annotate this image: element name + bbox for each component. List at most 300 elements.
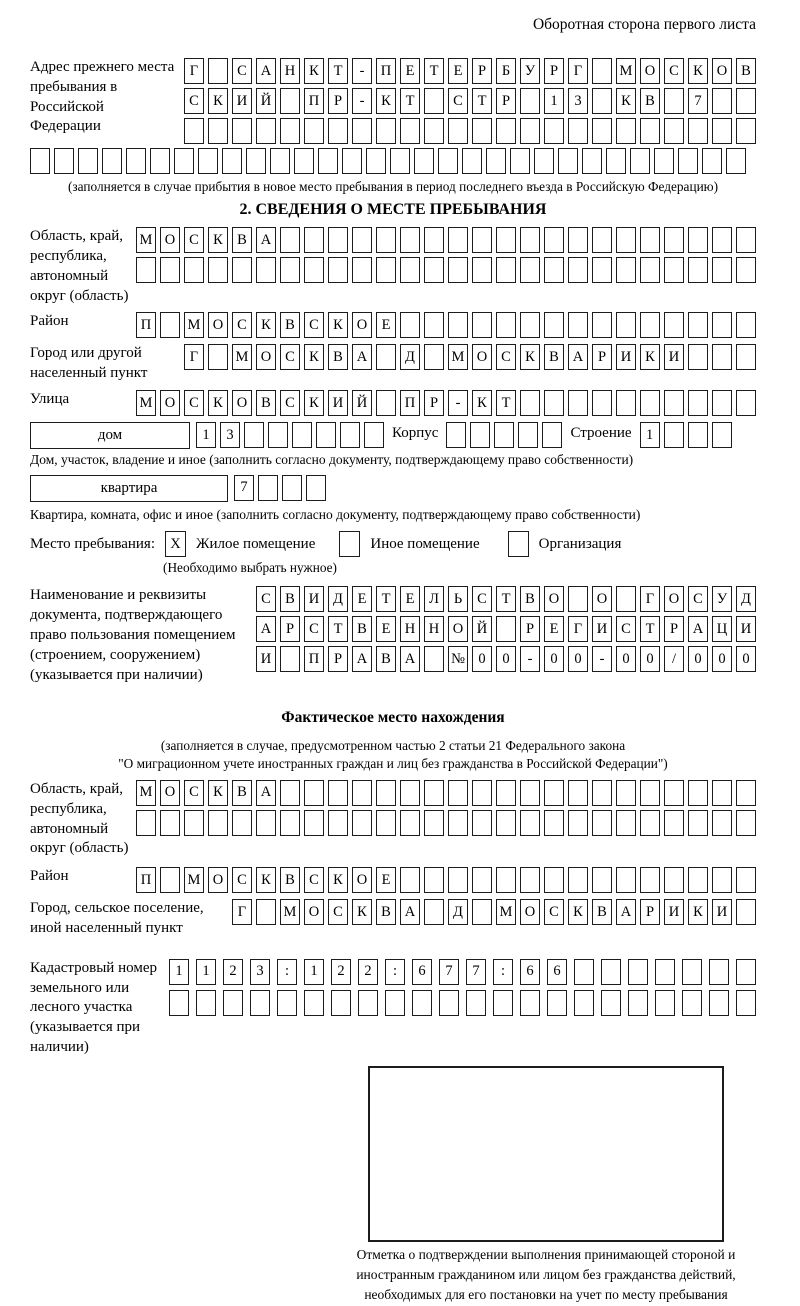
char-cell[interactable]: Г — [640, 586, 660, 612]
char-cell[interactable] — [616, 227, 636, 253]
char-cell[interactable] — [544, 257, 564, 283]
char-cell[interactable]: А — [352, 344, 372, 370]
char-cell[interactable] — [688, 422, 708, 448]
char-cell[interactable] — [390, 148, 410, 174]
char-cell[interactable]: О — [520, 899, 540, 925]
char-cell[interactable] — [616, 118, 636, 144]
char-cell[interactable] — [496, 257, 516, 283]
char-cell[interactable]: Г — [568, 58, 588, 84]
char-cell[interactable] — [688, 227, 708, 253]
char-cell[interactable] — [534, 148, 554, 174]
char-cell[interactable] — [472, 899, 492, 925]
char-cell[interactable]: С — [232, 867, 252, 893]
char-cell[interactable] — [688, 390, 708, 416]
char-cell[interactable]: С — [256, 586, 276, 612]
char-cell[interactable]: К — [688, 58, 708, 84]
char-cell[interactable]: Й — [256, 88, 276, 114]
char-cell[interactable]: 0 — [544, 646, 564, 672]
char-cell[interactable] — [328, 257, 348, 283]
char-cell[interactable] — [736, 899, 756, 925]
char-cell[interactable] — [160, 257, 180, 283]
char-cell[interactable] — [376, 390, 396, 416]
char-cell[interactable]: 2 — [331, 959, 351, 985]
char-cell[interactable]: 0 — [712, 646, 732, 672]
char-cell[interactable] — [520, 990, 540, 1016]
char-cell[interactable] — [544, 227, 564, 253]
char-cell[interactable]: Е — [400, 586, 420, 612]
char-cell[interactable] — [712, 118, 732, 144]
char-cell[interactable] — [256, 257, 276, 283]
char-cell[interactable] — [736, 344, 756, 370]
char-cell[interactable] — [208, 118, 228, 144]
char-cell[interactable] — [448, 810, 468, 836]
char-cell[interactable] — [208, 257, 228, 283]
char-cell[interactable] — [568, 586, 588, 612]
char-cell[interactable]: М — [136, 780, 156, 806]
char-cell[interactable] — [616, 257, 636, 283]
char-cell[interactable]: А — [568, 344, 588, 370]
char-cell[interactable] — [712, 390, 732, 416]
char-cell[interactable] — [736, 118, 756, 144]
char-cell[interactable] — [640, 780, 660, 806]
char-cell[interactable]: К — [472, 390, 492, 416]
char-cell[interactable]: О — [352, 867, 372, 893]
char-cell[interactable] — [414, 148, 434, 174]
char-cell[interactable] — [208, 344, 228, 370]
char-cell[interactable]: А — [256, 616, 276, 642]
char-cell[interactable] — [712, 344, 732, 370]
char-cell[interactable] — [616, 810, 636, 836]
char-cell[interactable] — [232, 118, 252, 144]
char-cell[interactable]: Т — [496, 390, 516, 416]
char-cell[interactable] — [544, 312, 564, 338]
char-cell[interactable]: 0 — [688, 646, 708, 672]
char-cell[interactable]: Р — [280, 616, 300, 642]
char-cell[interactable] — [376, 118, 396, 144]
char-cell[interactable] — [682, 959, 702, 985]
char-cell[interactable]: О — [208, 312, 228, 338]
char-cell[interactable] — [544, 780, 564, 806]
char-cell[interactable] — [424, 810, 444, 836]
char-cell[interactable] — [246, 148, 266, 174]
char-cell[interactable]: Т — [376, 586, 396, 612]
char-cell[interactable]: К — [688, 899, 708, 925]
char-cell[interactable] — [616, 312, 636, 338]
char-cell[interactable]: У — [520, 58, 540, 84]
char-cell[interactable]: / — [664, 646, 684, 672]
char-cell[interactable] — [496, 810, 516, 836]
char-cell[interactable]: К — [208, 88, 228, 114]
char-cell[interactable]: В — [280, 586, 300, 612]
char-cell[interactable] — [712, 780, 732, 806]
char-cell[interactable] — [280, 780, 300, 806]
char-cell[interactable] — [424, 344, 444, 370]
char-cell[interactable] — [736, 867, 756, 893]
char-cell[interactable]: И — [664, 344, 684, 370]
char-cell[interactable] — [376, 780, 396, 806]
char-cell[interactable] — [664, 88, 684, 114]
char-cell[interactable]: 0 — [496, 646, 516, 672]
char-cell[interactable] — [709, 959, 729, 985]
char-cell[interactable]: Н — [424, 616, 444, 642]
char-cell[interactable] — [520, 867, 540, 893]
char-cell[interactable] — [331, 990, 351, 1016]
char-cell[interactable] — [592, 227, 612, 253]
char-cell[interactable]: А — [352, 646, 372, 672]
char-cell[interactable]: О — [640, 58, 660, 84]
char-cell[interactable]: К — [256, 867, 276, 893]
char-cell[interactable]: 0 — [616, 646, 636, 672]
char-cell[interactable]: В — [376, 899, 396, 925]
char-cell[interactable]: 1 — [304, 959, 324, 985]
char-cell[interactable]: К — [328, 312, 348, 338]
char-cell[interactable] — [366, 148, 386, 174]
char-cell[interactable] — [640, 312, 660, 338]
char-cell[interactable]: 7 — [688, 88, 708, 114]
char-cell[interactable] — [472, 867, 492, 893]
char-cell[interactable]: К — [616, 88, 636, 114]
char-cell[interactable]: 6 — [520, 959, 540, 985]
char-cell[interactable] — [448, 118, 468, 144]
char-cell[interactable]: И — [592, 616, 612, 642]
char-cell[interactable]: С — [184, 390, 204, 416]
char-cell[interactable] — [258, 475, 278, 501]
char-cell[interactable]: С — [688, 586, 708, 612]
char-cell[interactable]: О — [664, 586, 684, 612]
char-cell[interactable] — [544, 810, 564, 836]
char-cell[interactable] — [664, 118, 684, 144]
char-cell[interactable] — [486, 148, 506, 174]
char-cell[interactable]: 1 — [640, 422, 660, 448]
char-cell[interactable]: 1 — [196, 422, 216, 448]
char-cell[interactable] — [318, 148, 338, 174]
char-cell[interactable]: К — [208, 780, 228, 806]
char-cell[interactable] — [136, 810, 156, 836]
char-cell[interactable]: Г — [232, 899, 252, 925]
char-cell[interactable]: С — [616, 616, 636, 642]
char-cell[interactable] — [606, 148, 626, 174]
char-cell[interactable] — [448, 257, 468, 283]
char-cell[interactable]: П — [376, 58, 396, 84]
char-cell[interactable] — [655, 959, 675, 985]
char-cell[interactable] — [682, 990, 702, 1016]
char-cell[interactable]: И — [616, 344, 636, 370]
char-cell[interactable]: 2 — [223, 959, 243, 985]
char-cell[interactable]: Р — [640, 899, 660, 925]
char-cell[interactable]: М — [280, 899, 300, 925]
char-cell[interactable] — [664, 312, 684, 338]
char-cell[interactable] — [169, 990, 189, 1016]
char-cell[interactable] — [412, 990, 432, 1016]
char-cell[interactable]: К — [304, 58, 324, 84]
char-cell[interactable] — [664, 257, 684, 283]
char-cell[interactable] — [688, 780, 708, 806]
char-cell[interactable] — [496, 780, 516, 806]
char-cell[interactable]: Д — [400, 344, 420, 370]
char-cell[interactable]: В — [280, 867, 300, 893]
char-cell[interactable] — [736, 810, 756, 836]
char-cell[interactable]: С — [280, 344, 300, 370]
char-cell[interactable]: - — [352, 58, 372, 84]
house-type-box[interactable]: дом — [30, 422, 190, 449]
char-cell[interactable]: Р — [544, 58, 564, 84]
char-cell[interactable] — [628, 959, 648, 985]
char-cell[interactable] — [628, 990, 648, 1016]
char-cell[interactable]: К — [352, 899, 372, 925]
char-cell[interactable]: К — [208, 390, 228, 416]
char-cell[interactable] — [472, 257, 492, 283]
char-cell[interactable] — [592, 780, 612, 806]
char-cell[interactable] — [616, 867, 636, 893]
char-cell[interactable]: Й — [472, 616, 492, 642]
char-cell[interactable] — [424, 899, 444, 925]
char-cell[interactable]: 0 — [640, 646, 660, 672]
char-cell[interactable] — [282, 475, 302, 501]
char-cell[interactable]: И — [328, 390, 348, 416]
char-cell[interactable] — [280, 227, 300, 253]
char-cell[interactable] — [472, 227, 492, 253]
char-cell[interactable]: П — [304, 646, 324, 672]
char-cell[interactable] — [126, 148, 146, 174]
char-cell[interactable]: Р — [496, 88, 516, 114]
char-cell[interactable]: О — [304, 899, 324, 925]
char-cell[interactable] — [270, 148, 290, 174]
char-cell[interactable]: 2 — [358, 959, 378, 985]
char-cell[interactable]: Н — [280, 58, 300, 84]
char-cell[interactable]: Г — [184, 58, 204, 84]
char-cell[interactable] — [688, 312, 708, 338]
char-cell[interactable]: В — [352, 616, 372, 642]
char-cell[interactable] — [736, 959, 756, 985]
char-cell[interactable] — [424, 646, 444, 672]
char-cell[interactable]: С — [232, 58, 252, 84]
char-cell[interactable] — [448, 312, 468, 338]
char-cell[interactable]: А — [616, 899, 636, 925]
char-cell[interactable] — [424, 312, 444, 338]
char-cell[interactable] — [277, 990, 297, 1016]
char-cell[interactable]: К — [376, 88, 396, 114]
char-cell[interactable] — [568, 257, 588, 283]
char-cell[interactable]: - — [520, 646, 540, 672]
char-cell[interactable]: О — [592, 586, 612, 612]
char-cell[interactable] — [470, 422, 490, 448]
char-cell[interactable] — [712, 257, 732, 283]
char-cell[interactable] — [520, 118, 540, 144]
char-cell[interactable] — [78, 148, 98, 174]
char-cell[interactable] — [630, 148, 650, 174]
char-cell[interactable]: Т — [424, 58, 444, 84]
char-cell[interactable] — [664, 227, 684, 253]
char-cell[interactable] — [712, 422, 732, 448]
char-cell[interactable]: - — [592, 646, 612, 672]
char-cell[interactable] — [654, 148, 674, 174]
char-cell[interactable] — [664, 780, 684, 806]
char-cell[interactable] — [400, 312, 420, 338]
char-cell[interactable] — [702, 148, 722, 174]
char-cell[interactable] — [640, 227, 660, 253]
char-cell[interactable]: К — [520, 344, 540, 370]
char-cell[interactable]: Н — [400, 616, 420, 642]
char-cell[interactable] — [568, 810, 588, 836]
char-cell[interactable]: П — [400, 390, 420, 416]
char-cell[interactable] — [448, 227, 468, 253]
char-cell[interactable]: : — [385, 959, 405, 985]
char-cell[interactable] — [448, 780, 468, 806]
char-cell[interactable] — [256, 118, 276, 144]
char-cell[interactable]: Д — [328, 586, 348, 612]
char-cell[interactable] — [30, 148, 50, 174]
char-cell[interactable]: Ь — [448, 586, 468, 612]
char-cell[interactable] — [376, 257, 396, 283]
char-cell[interactable] — [358, 990, 378, 1016]
char-cell[interactable] — [712, 810, 732, 836]
char-cell[interactable]: Д — [448, 899, 468, 925]
char-cell[interactable] — [280, 257, 300, 283]
char-cell[interactable]: - — [352, 88, 372, 114]
char-cell[interactable]: И — [664, 899, 684, 925]
char-cell[interactable] — [160, 867, 180, 893]
char-cell[interactable] — [160, 810, 180, 836]
char-cell[interactable] — [664, 867, 684, 893]
char-cell[interactable] — [328, 227, 348, 253]
char-cell[interactable]: Г — [568, 616, 588, 642]
char-cell[interactable] — [736, 990, 756, 1016]
char-cell[interactable]: В — [232, 227, 252, 253]
char-cell[interactable] — [592, 257, 612, 283]
char-cell[interactable] — [664, 422, 684, 448]
char-cell[interactable] — [54, 148, 74, 174]
char-cell[interactable]: П — [136, 312, 156, 338]
char-cell[interactable] — [304, 227, 324, 253]
char-cell[interactable]: Й — [352, 390, 372, 416]
char-cell[interactable] — [328, 810, 348, 836]
char-cell[interactable] — [472, 312, 492, 338]
char-cell[interactable] — [688, 257, 708, 283]
char-cell[interactable] — [712, 227, 732, 253]
char-cell[interactable] — [640, 118, 660, 144]
char-cell[interactable]: М — [616, 58, 636, 84]
char-cell[interactable]: А — [400, 646, 420, 672]
char-cell[interactable]: Е — [376, 867, 396, 893]
char-cell[interactable]: С — [184, 227, 204, 253]
char-cell[interactable] — [736, 312, 756, 338]
char-cell[interactable]: С — [232, 312, 252, 338]
char-cell[interactable]: О — [160, 780, 180, 806]
char-cell[interactable]: Р — [664, 616, 684, 642]
char-cell[interactable] — [547, 990, 567, 1016]
residential-checkbox[interactable]: X — [165, 531, 186, 557]
char-cell[interactable]: М — [184, 312, 204, 338]
char-cell[interactable]: Д — [736, 586, 756, 612]
char-cell[interactable] — [232, 810, 252, 836]
char-cell[interactable] — [709, 990, 729, 1016]
char-cell[interactable]: Р — [520, 616, 540, 642]
char-cell[interactable] — [688, 810, 708, 836]
char-cell[interactable] — [102, 148, 122, 174]
char-cell[interactable] — [592, 312, 612, 338]
char-cell[interactable] — [616, 586, 636, 612]
char-cell[interactable] — [640, 390, 660, 416]
char-cell[interactable] — [268, 422, 288, 448]
char-cell[interactable] — [294, 148, 314, 174]
char-cell[interactable]: Б — [496, 58, 516, 84]
char-cell[interactable]: : — [493, 959, 513, 985]
char-cell[interactable] — [520, 312, 540, 338]
char-cell[interactable] — [592, 390, 612, 416]
char-cell[interactable]: В — [232, 780, 252, 806]
char-cell[interactable] — [250, 990, 270, 1016]
char-cell[interactable] — [520, 257, 540, 283]
char-cell[interactable]: В — [376, 646, 396, 672]
char-cell[interactable] — [592, 867, 612, 893]
char-cell[interactable]: 0 — [568, 646, 588, 672]
char-cell[interactable] — [640, 257, 660, 283]
char-cell[interactable] — [196, 990, 216, 1016]
char-cell[interactable] — [736, 227, 756, 253]
char-cell[interactable] — [688, 118, 708, 144]
char-cell[interactable]: И — [232, 88, 252, 114]
char-cell[interactable]: Е — [352, 586, 372, 612]
char-cell[interactable] — [364, 422, 384, 448]
char-cell[interactable] — [592, 810, 612, 836]
char-cell[interactable]: С — [184, 780, 204, 806]
char-cell[interactable] — [280, 646, 300, 672]
char-cell[interactable] — [640, 810, 660, 836]
char-cell[interactable]: О — [472, 344, 492, 370]
char-cell[interactable] — [592, 58, 612, 84]
char-cell[interactable] — [496, 227, 516, 253]
char-cell[interactable] — [568, 390, 588, 416]
char-cell[interactable]: М — [136, 390, 156, 416]
char-cell[interactable]: В — [736, 58, 756, 84]
char-cell[interactable]: И — [256, 646, 276, 672]
char-cell[interactable] — [726, 148, 746, 174]
char-cell[interactable] — [736, 88, 756, 114]
char-cell[interactable]: К — [304, 390, 324, 416]
char-cell[interactable] — [568, 227, 588, 253]
char-cell[interactable] — [640, 867, 660, 893]
char-cell[interactable] — [376, 810, 396, 836]
char-cell[interactable] — [592, 88, 612, 114]
char-cell[interactable] — [304, 990, 324, 1016]
char-cell[interactable] — [304, 118, 324, 144]
char-cell[interactable]: 3 — [250, 959, 270, 985]
char-cell[interactable] — [424, 118, 444, 144]
char-cell[interactable]: О — [544, 586, 564, 612]
char-cell[interactable]: К — [256, 312, 276, 338]
char-cell[interactable] — [208, 810, 228, 836]
char-cell[interactable]: 6 — [547, 959, 567, 985]
char-cell[interactable] — [446, 422, 466, 448]
char-cell[interactable] — [304, 780, 324, 806]
char-cell[interactable] — [496, 118, 516, 144]
char-cell[interactable]: О — [256, 344, 276, 370]
char-cell[interactable] — [400, 780, 420, 806]
char-cell[interactable] — [496, 312, 516, 338]
char-cell[interactable] — [304, 257, 324, 283]
char-cell[interactable]: К — [640, 344, 660, 370]
char-cell[interactable] — [601, 990, 621, 1016]
char-cell[interactable]: В — [592, 899, 612, 925]
char-cell[interactable] — [400, 810, 420, 836]
char-cell[interactable] — [582, 148, 602, 174]
char-cell[interactable]: К — [328, 867, 348, 893]
char-cell[interactable] — [280, 810, 300, 836]
char-cell[interactable]: 0 — [472, 646, 492, 672]
char-cell[interactable] — [520, 88, 540, 114]
char-cell[interactable] — [150, 148, 170, 174]
char-cell[interactable]: П — [304, 88, 324, 114]
